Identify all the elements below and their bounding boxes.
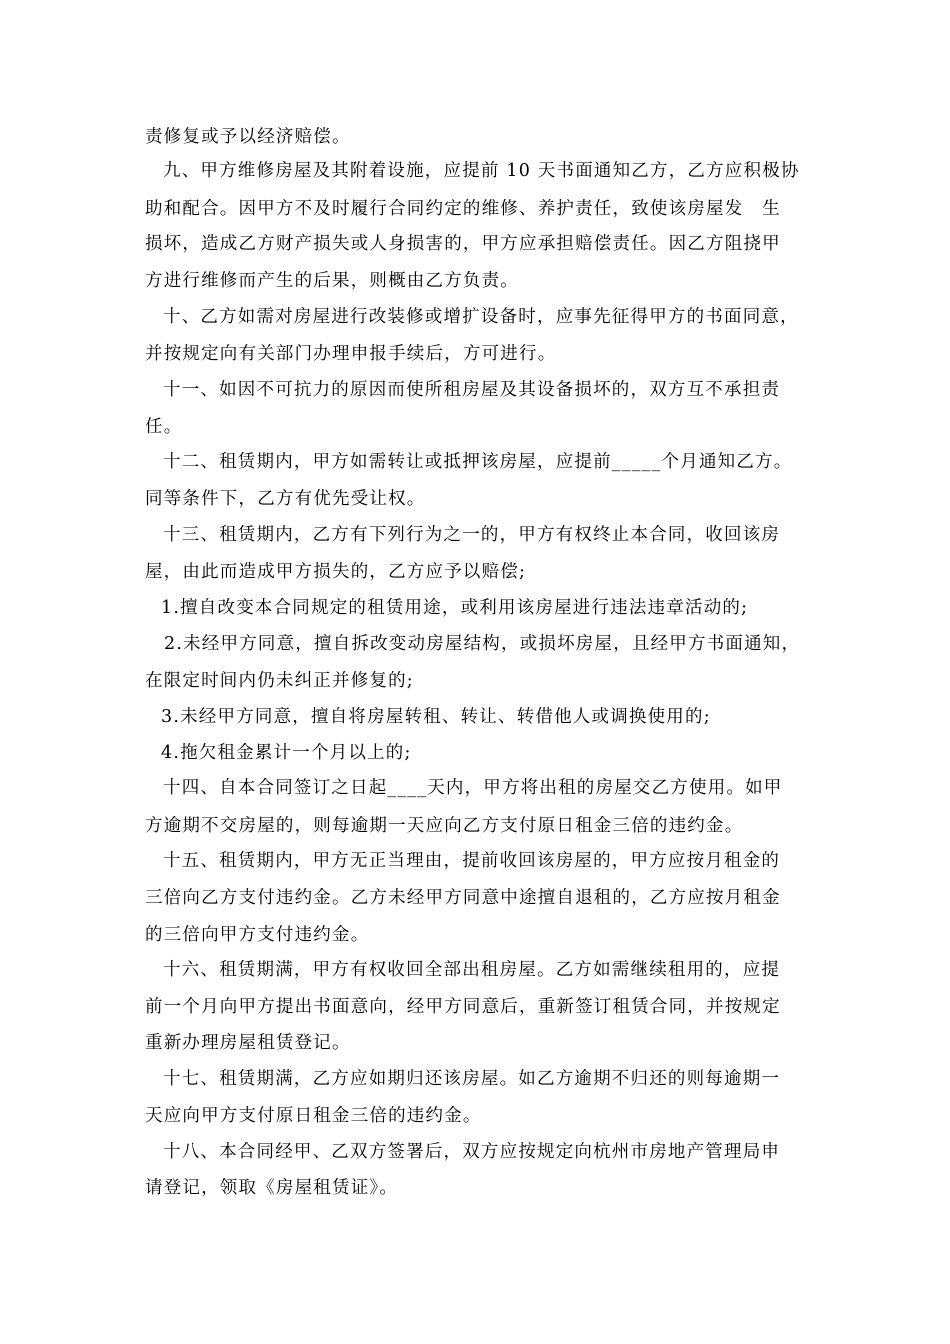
text-line: 方进行维修而产生的后果，则概由乙方负责。: [145, 271, 519, 291]
text-line: 损坏，造成乙方财产损失或人身损害的，甲方应承担赔偿责任。因乙方阻挠甲: [145, 234, 781, 254]
list-item-3: 3.未经甲方同意，擅自将房屋转租、转让、转借他人或调换使用的;: [161, 707, 711, 727]
text-line: 助和配合。因甲方不及时履行合同约定的维修、养护责任，致使该房屋发 生: [145, 199, 781, 219]
text-line: 屋，由此而造成甲方损失的，乙方应予以赔偿;: [145, 562, 527, 582]
clause-18-line: 十八、本合同经甲、乙双方签署后，双方应按规定向杭州市房地产管理局申: [163, 1142, 781, 1162]
text-line: 前一个月向甲方提出书面意向，经甲方同意后，重新签订租赁合同，并按规定: [145, 997, 781, 1017]
list-item-2: 2.未经甲方同意，擅自拆改变动房屋结构，或损坏房屋，且经甲方书面通知，: [164, 634, 801, 654]
clause-14-line: 十四、自本合同签订之日起____天内，甲方将出租的房屋交乙方使用。如甲: [163, 778, 783, 798]
clause-11-line: 十一、如因不可抗力的原因而使所租房屋及其设备损坏的，双方互不承担责: [163, 380, 781, 400]
text-line: 责修复或予以经济赔偿。: [145, 127, 351, 147]
clause-13-line: 十三、租赁期内，乙方有下列行为之一的，甲方有权终止本合同，收回该房: [163, 525, 781, 545]
text-line: 天应向甲方支付原日租金三倍的违约金。: [145, 1106, 482, 1126]
text-line: 重新办理房屋租赁登记。: [145, 1033, 351, 1053]
clause-15-line: 十五、租赁期内，甲方无正当理由，提前收回该房屋的，甲方应按月租金的: [163, 851, 781, 871]
text-line: 三倍向乙方支付违约金。乙方未经甲方同意中途擅自退租的，乙方应按月租金: [145, 888, 781, 908]
text-line: 在限定时间内仍未纠正并修复的;: [145, 671, 414, 691]
list-item-4: 4.拖欠租金累计一个月以上的;: [161, 743, 412, 763]
text-line: 的三倍向甲方支付违约金。: [145, 925, 370, 945]
text-line: 请登记，领取《房屋租赁证》。: [145, 1178, 399, 1198]
clause-10-line: 十、乙方如需对房屋进行改装修或增扩设备时，应事先征得甲方的书面同意，: [163, 307, 799, 327]
text-line: 并按规定向有关部门办理申报手续后，方可进行。: [145, 344, 557, 364]
text-line: 任。: [145, 417, 183, 437]
clause-12-line: 十二、租赁期内，甲方如需转让或抵押该房屋，应提前_____个月通知乙方。: [163, 452, 793, 472]
list-item-1: 1.擅自改变本合同规定的租赁用途，或利用该房屋进行违法违章活动的;: [161, 598, 749, 618]
clause-17-line: 十七、租赁期满，乙方应如期归还该房屋。如乙方逾期不归还的则每逾期一: [163, 1069, 781, 1089]
clause-16-line: 十六、租赁期满，甲方有权收回全部出租房屋。乙方如需继续租用的，应提: [163, 960, 781, 980]
clause-9-line: 九、甲方维修房屋及其附着设施，应提前 10 天书面通知乙方，乙方应积极协: [163, 161, 800, 181]
text-line: 方逾期不交房屋的，则每逾期一天应向乙方支付原日租金三倍的违约金。: [145, 816, 744, 836]
text-line: 同等条件下，乙方有优先受让权。: [145, 489, 426, 509]
